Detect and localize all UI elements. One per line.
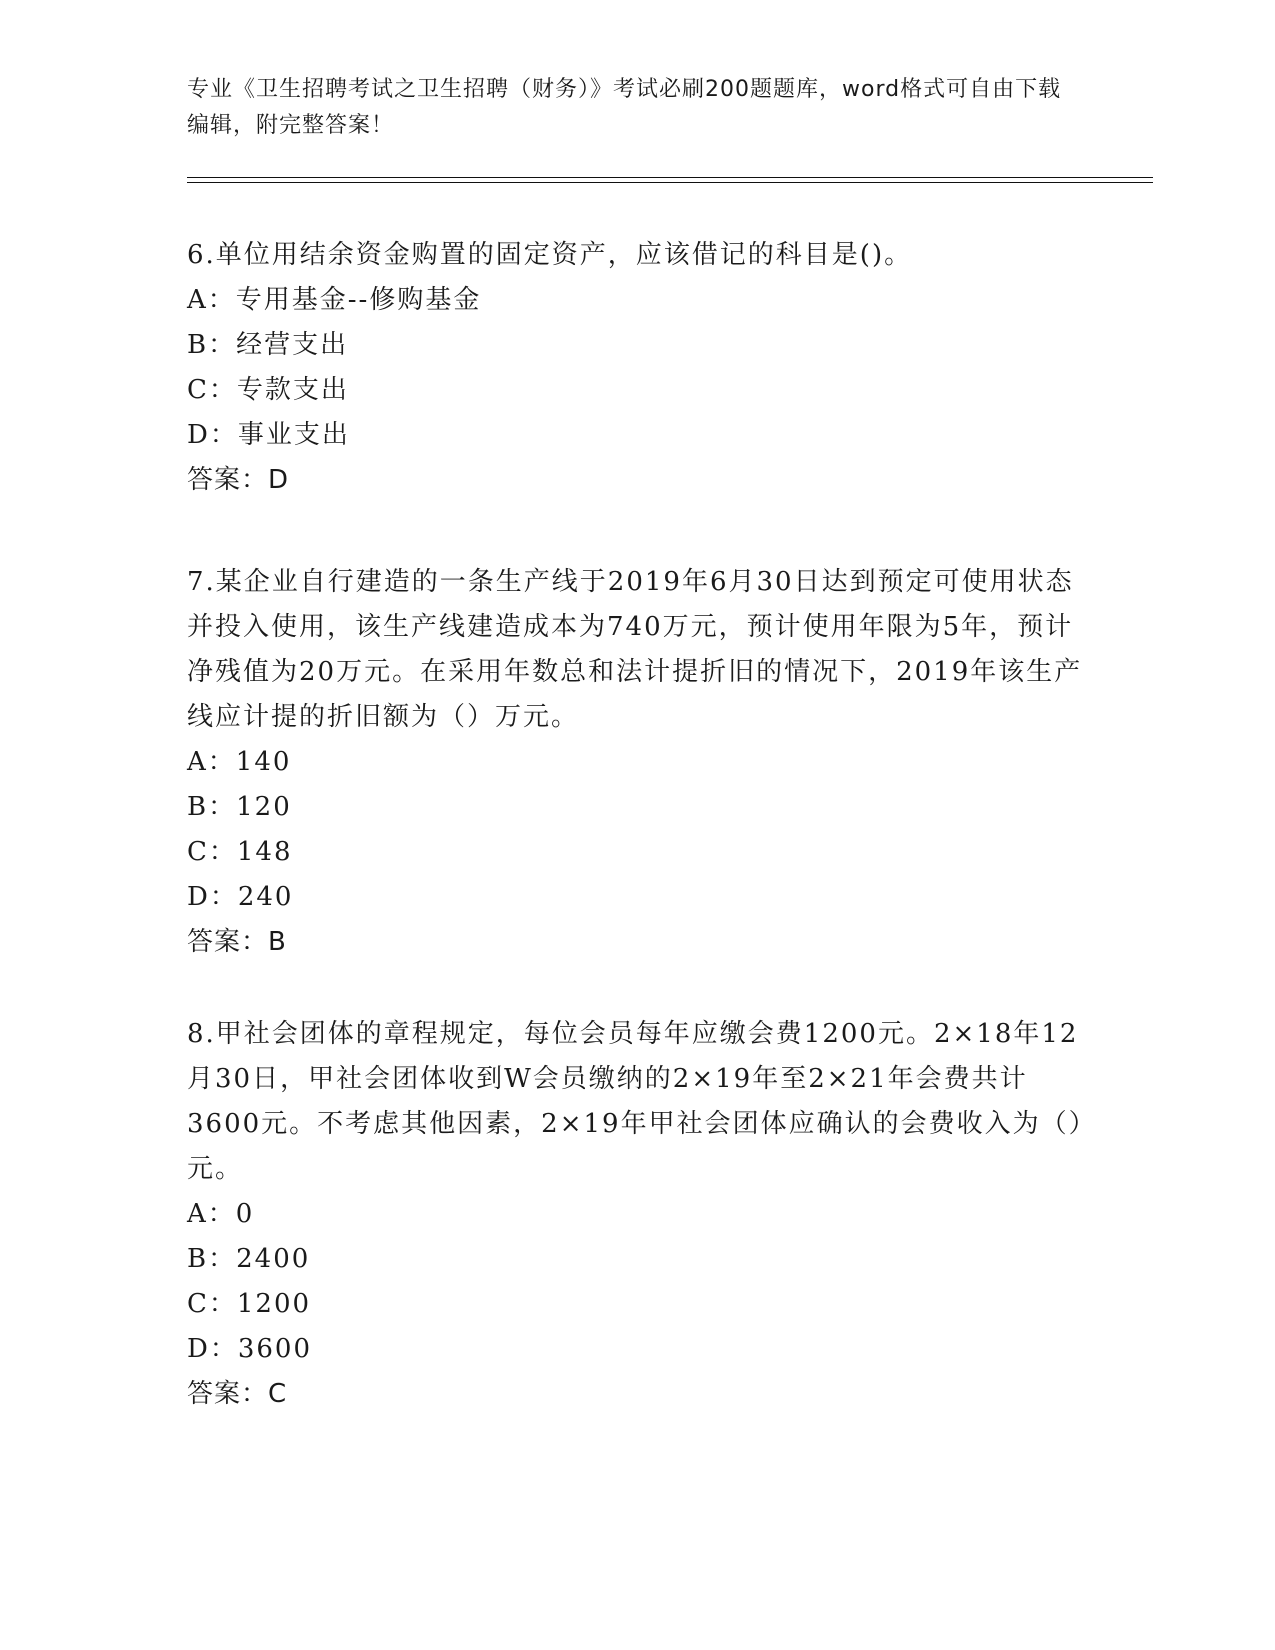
question-stem: 6.单位用结余资金购置的固定资产，应该借记的科目是()。 xyxy=(187,240,913,270)
option-d: D：3600 xyxy=(187,1334,313,1364)
answer: 答案：B xyxy=(187,927,287,957)
option-c: C：148 xyxy=(187,837,293,867)
option-c: C：1200 xyxy=(187,1289,312,1319)
option-b: B：经营支出 xyxy=(187,330,349,360)
question-6 xyxy=(187,233,1087,503)
option-d: D：事业支出 xyxy=(187,420,350,450)
document-header: 专业《卫生招聘考试之卫生招聘（财务）》考试必刷200题题库，word格式可自由下载编辑，附完整答案！ xyxy=(187,77,1062,138)
option-a: A：专用基金--修购基金 xyxy=(187,285,482,315)
option-b: B：120 xyxy=(187,792,292,822)
option-c: C：专款支出 xyxy=(187,375,349,405)
answer: 答案：C xyxy=(187,1379,288,1409)
question-8 xyxy=(187,1012,1087,1417)
answer: 答案：D xyxy=(187,465,290,495)
option-d: D：240 xyxy=(187,882,294,912)
question-stem: 8.甲社会团体的章程规定，每位会员每年应缴会费1200元。2×18年12月30日，甲社会团体收到W会员缴纳的2×19年至2×21年会费共计3600元。不考虑其他因素，2×19年甲社会团体应确认的会费收入为（）元。 xyxy=(187,1019,1084,1184)
option-b: B：2400 xyxy=(187,1244,311,1274)
question-stem: 7.某企业自行建造的一条生产线于2019年6月30日达到预定可使用状态并投入使用，该生产线建造成本为740万元，预计使用年限为5年，预计净残值为20万元。在采用年数总和法计提折旧的情况下，2019年该生产线应计提的折旧额为（）万元。 xyxy=(187,567,1083,732)
option-a: A：140 xyxy=(187,747,292,777)
question-7 xyxy=(187,560,1087,965)
option-a: A：0 xyxy=(187,1199,255,1229)
header-divider-bottom xyxy=(187,182,1153,183)
header-divider-top xyxy=(187,177,1153,178)
